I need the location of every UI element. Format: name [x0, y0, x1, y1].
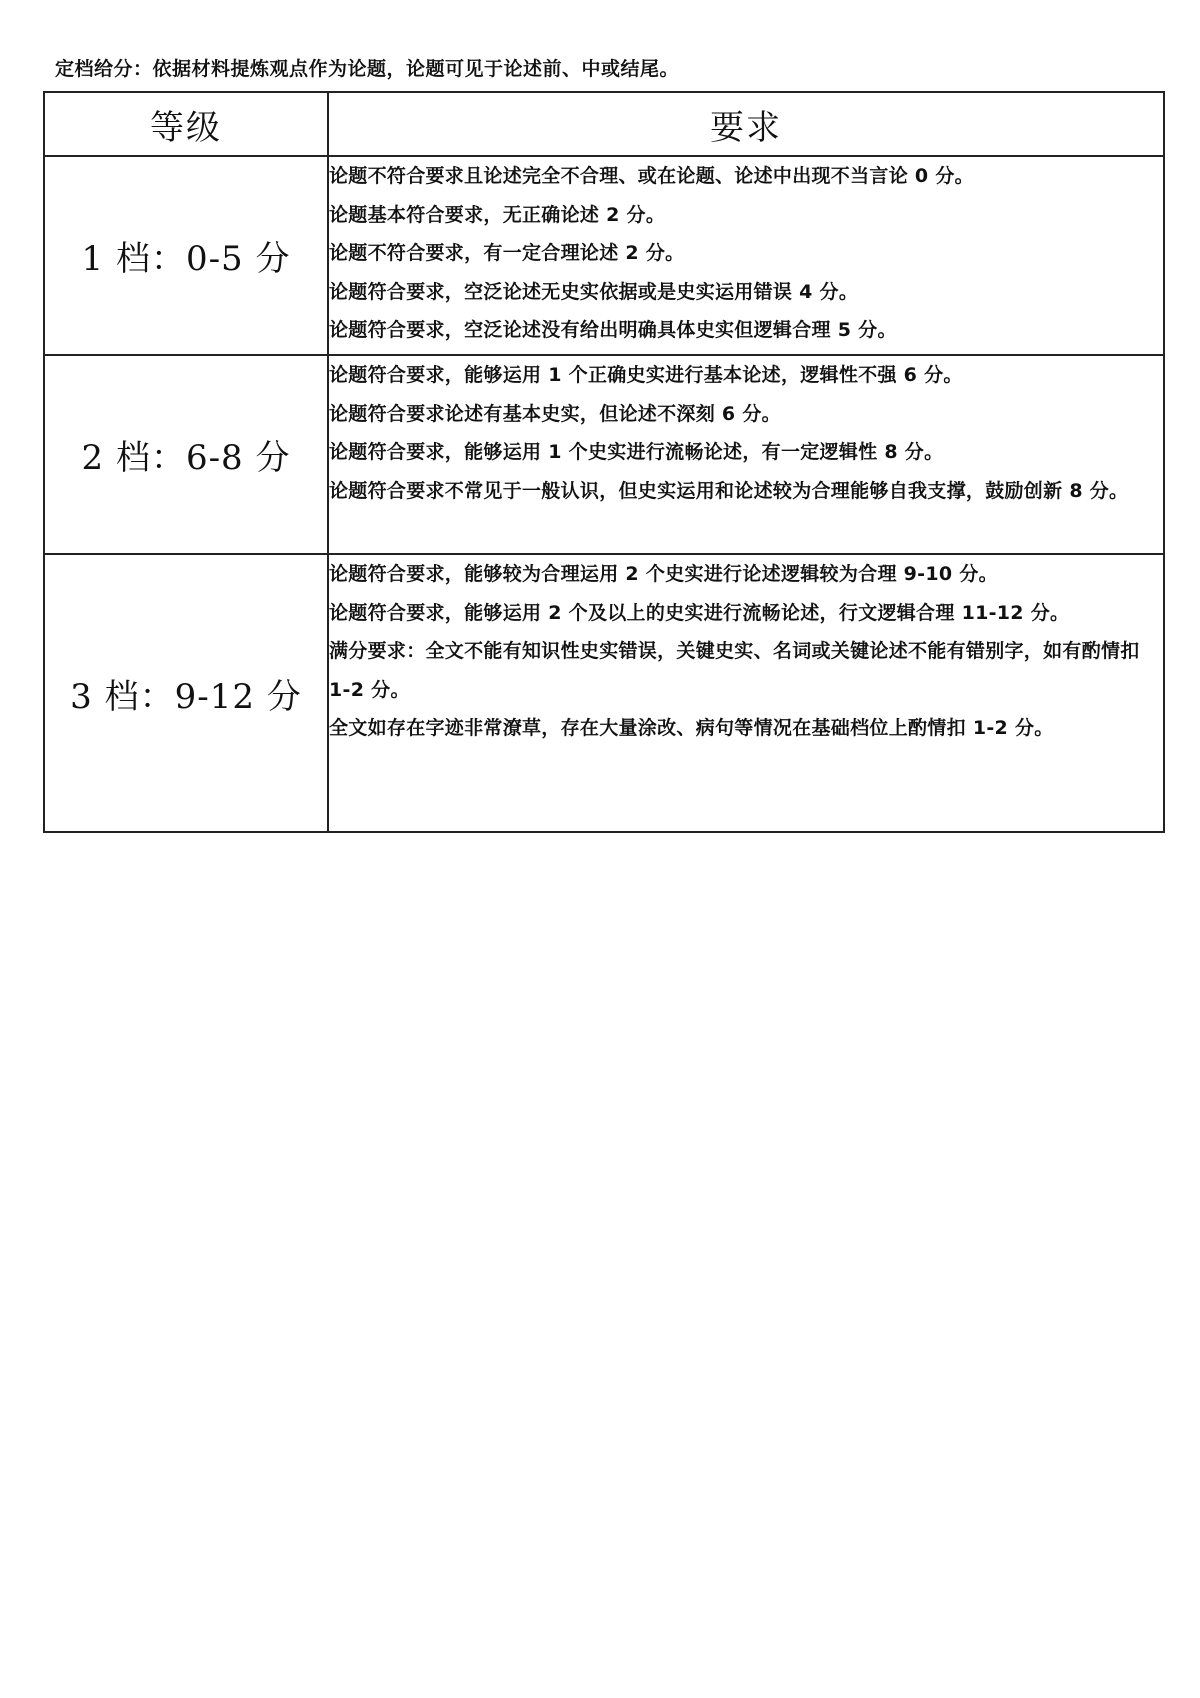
scoring-instruction: 定档给分：依据材料提炼观点作为论题，论题可见于论述前、中或结尾。: [55, 58, 680, 80]
requirements-cell: [328, 355, 1164, 554]
requirement-item: 论题基本符合要求，无正确论述 2 分。: [329, 203, 666, 226]
header-level: 等级: [44, 92, 328, 156]
level-cell: 2 档：6-8 分: [44, 355, 328, 554]
requirement-item: 论题不符合要求，有一定合理论述 2 分。: [329, 242, 685, 264]
level-cell: 1 档：0-5 分: [44, 156, 328, 355]
level-cell: 3 档：9-12 分: [44, 554, 328, 832]
table-header-row: [44, 92, 1164, 156]
table-row: [44, 355, 1164, 554]
requirement-item: 论题符合要求，空泛论述无史实依据或是史实运用错误 4 分。: [329, 280, 859, 303]
header-requirements: 要求: [328, 92, 1164, 156]
requirement-item: 满分要求：全文不能有知识性史实错误，关键史实、名词或关键论述不能有错别字，如有酌情扣 1-2 分。: [329, 640, 1140, 701]
requirement-item: 论题符合要求论述有基本史实，但论述不深刻 6 分。: [329, 402, 781, 425]
requirement-item: 论题符合要求，能够运用 1 个正确史实进行基本论述，逻辑性不强 6 分。: [329, 364, 963, 386]
requirement-item: 论题符合要求，能够运用 2 个及以上的史实进行流畅论述，行文逻辑合理 11-12 分。: [329, 601, 1070, 624]
requirement-item: 论题符合要求，空泛论述没有给出明确具体史实但逻辑合理 5 分。: [329, 319, 897, 341]
requirements-cell: [328, 554, 1164, 832]
rubric-table: [43, 91, 1165, 833]
requirement-item: 论题不符合要求且论述完全不合理、或在论题、论述中出现不当言论 0 分。: [329, 165, 974, 187]
requirement-item: 全文如存在字迹非常潦草，存在大量涂改、病句等情况在基础档位上酌情扣 1-2 分。: [329, 717, 1054, 739]
requirement-item: 论题符合要求，能够较为合理运用 2 个史实进行论述逻辑较为合理 9-10 分。: [329, 563, 998, 585]
table-row: [44, 554, 1164, 832]
table-row: [44, 156, 1164, 355]
requirement-item: 论题符合要求不常见于一般认识，但史实运用和论述较为合理能够自我支撑，鼓励创新 8 分。: [329, 479, 1129, 502]
requirements-cell: [328, 156, 1164, 355]
requirement-item: 论题符合要求，能够运用 1 个史实进行流畅论述，有一定逻辑性 8 分。: [329, 441, 944, 463]
